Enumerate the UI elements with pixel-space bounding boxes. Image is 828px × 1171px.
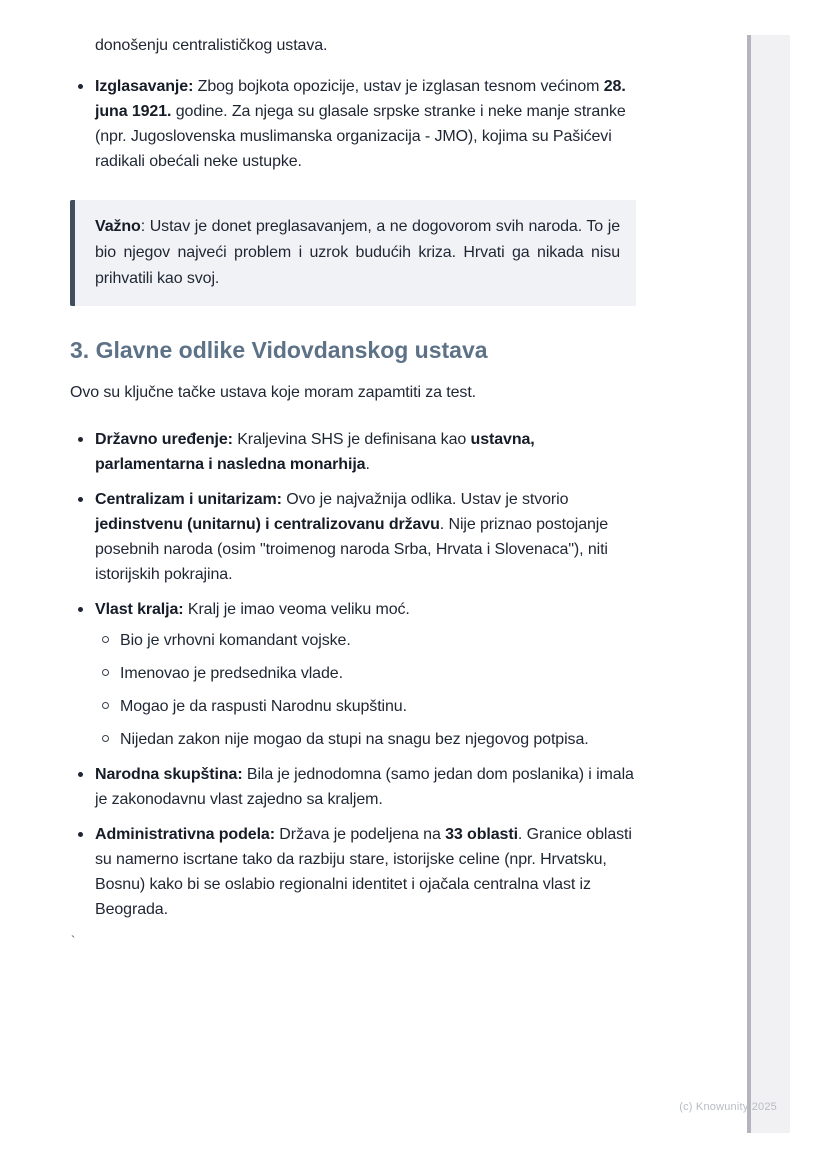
bold-text: ustavna, parlamentarna i nasledna monarhija bbox=[95, 431, 535, 473]
plain-text: Kraljevina SHS je definisana kao bbox=[232, 431, 471, 448]
bold-text: jedinstvenu (unitarnu) i centralizovanu državu bbox=[95, 516, 440, 533]
sub-list-item: Imenovao je predsednika vlade. bbox=[95, 661, 636, 686]
bold-text: Vlast kralja: bbox=[95, 601, 184, 618]
bold-text: Državno uređenje: bbox=[95, 431, 233, 448]
scrollbar[interactable] bbox=[747, 35, 790, 1133]
list-item bbox=[70, 762, 636, 812]
section-heading: 3. Glavne odlike Vidovdanskog ustava bbox=[70, 337, 488, 363]
list-item bbox=[70, 427, 636, 477]
list-item bbox=[70, 487, 636, 587]
list-item bbox=[70, 74, 636, 174]
callout-text bbox=[95, 214, 620, 292]
sub-list-item: Bio je vrhovni komandant vojske. bbox=[95, 628, 636, 653]
footer-copyright: (c) Knowunity 2025 bbox=[679, 1101, 777, 1113]
list-item bbox=[70, 822, 636, 922]
bold-text: 33 oblasti bbox=[445, 826, 518, 843]
plain-text: Bila je jednodomna (samo jedan dom poslanika) i imala je zakonodavnu vlast zajedno sa kraljem. bbox=[95, 766, 634, 808]
section-intro-paragraph: Ovo su ključne tačke ustava koje moram zapamtiti za test. bbox=[70, 384, 477, 401]
plain-text: Država je podeljena na bbox=[274, 826, 446, 843]
bold-text: Administrativna podela: bbox=[95, 826, 275, 843]
sub-list bbox=[95, 628, 636, 752]
sub-list-item: Mogao je da raspusti Narodnu skupštinu. bbox=[95, 694, 636, 719]
plain-text: . bbox=[365, 456, 370, 473]
features-bullet-list bbox=[70, 427, 636, 922]
bold-text: Centralizam i unitarizam: bbox=[95, 491, 282, 508]
stray-character: ` bbox=[71, 933, 76, 948]
voting-bullet-list bbox=[70, 74, 636, 174]
bold-text: Izglasavanje: bbox=[95, 78, 194, 95]
important-callout bbox=[70, 200, 636, 306]
continuation-paragraph: donošenju centralističkog ustava. bbox=[95, 37, 328, 54]
plain-text: . Nije priznao postojanje posebnih naroda (osim "troimenog naroda Srba, Hrvata i Slovenaca"), niti istorijskih pokrajina. bbox=[95, 516, 609, 583]
plain-text: Zbog bojkota opozicije, ustav je izglasan tesnom većinom bbox=[193, 78, 604, 95]
bold-text: 28. juna 1921. bbox=[95, 78, 626, 120]
plain-text: : Ustav je donet preglasavanjem, a ne dogovorom svih naroda. To je bio njegov najveći problem i uzrok budućih kriza. Hrvati ga nikada nisu prihvatili kao svoj. bbox=[95, 218, 620, 287]
plain-text: Kralj je imao veoma veliku moć. bbox=[183, 601, 410, 618]
plain-text: godine. Za njega su glasale srpske stranke i neke manje stranke (npr. Jugoslovenska muslimanska organizacija - JMO), kojima su Pašićevi radikali obećali neke ustupke. bbox=[95, 103, 626, 170]
bold-text: Važno bbox=[95, 218, 141, 235]
document-content bbox=[70, 33, 636, 922]
sub-list-item: Nijedan zakon nije mogao da stupi na snagu bez njegovog potpisa. bbox=[95, 727, 636, 752]
list-item bbox=[70, 597, 636, 752]
plain-text: Ovo je najvažnija odlika. Ustav je stvorio bbox=[281, 491, 569, 508]
bold-text: Narodna skupština: bbox=[95, 766, 243, 783]
plain-text: . Granice oblasti su namerno iscrtane tako da razbiju stare, istorijske celine (npr. Hrvatsku, Bosnu) kako bi se oslabio regionalni identitet i ojačala centralna vlast iz Beograda. bbox=[95, 826, 632, 918]
